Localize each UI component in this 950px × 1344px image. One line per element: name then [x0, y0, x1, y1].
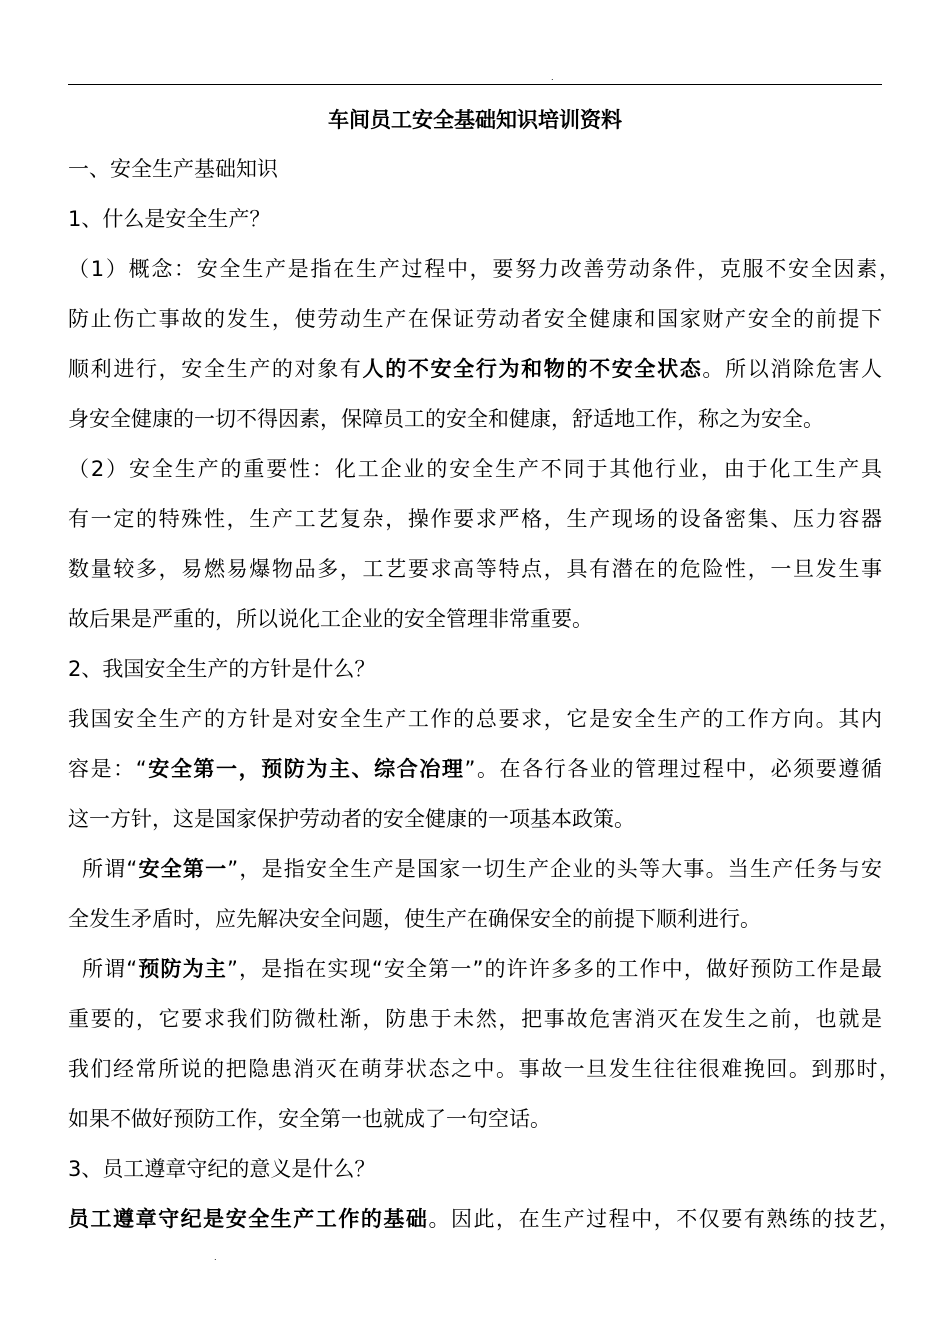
p3-line-2-bold: 安全第一，预防为主、综合冶理: [146, 757, 465, 781]
section-heading: 一、安全生产基础知识: [68, 157, 278, 181]
p5-line-3: 我们经常所说的把隐患消灭在萌芽状态之中。事故一旦发生往往很难挽回。到那时，: [68, 1057, 900, 1081]
p5-line-1-a: 所谓“: [82, 957, 138, 981]
p1-line-1: （1）概念：安全生产是指在生产过程中，要努力改善劳动条件，克服不安全因素，: [68, 257, 900, 281]
p3-line-2-a: 容是：“: [68, 757, 147, 781]
p6-line-1-b: 。因此，在生产过程中，不仅要有熟练的技艺，: [428, 1207, 901, 1231]
p1-line-2: 防止伤亡事故的发生，使劳动生产在保证劳动者安全健康和国家财产安全的前提下: [68, 307, 882, 331]
header-dot: .: [551, 73, 554, 82]
p4-line-2: 全发生矛盾时，应先解决安全问题，使生产在确保安全的前提下顺利进行。: [68, 907, 761, 931]
document-title: 车间员工安全基础知识培训资料: [328, 108, 622, 132]
p1-line-3-c: 。所以消除危害人: [702, 357, 883, 381]
p3-line-2: [68, 753, 882, 785]
p2-line-1: （2）安全生产的重要性：化工企业的安全生产不同于其他行业，由于化工生产具: [68, 457, 882, 481]
p5-line-1-bold: 预防为主: [137, 957, 227, 981]
p5-line-1: [82, 953, 882, 985]
question-2: 2、我国安全生产的方针是什么？: [68, 657, 376, 681]
p2-line-2: 有一定的特殊性，生产工艺复杂，操作要求严格，生产现场的设备密集、压力容器: [68, 507, 882, 531]
p5-line-4: 如果不做好预防工作，安全第一也就成了一句空话。: [68, 1107, 551, 1131]
p5-line-2: 重要的，它要求我们防微杜渐，防患于未然，把事故危害消灭在发生之前，也就是: [68, 1007, 882, 1031]
header-rule: [68, 84, 882, 85]
p5-line-1-c: ”，是指在实现“安全第一”的许许多多的工作中，做好预防工作是最: [226, 957, 883, 981]
p1-line-4: 身安全健康的一切不得因素，保障员工的安全和健康，舒适地工作，称之为安全。: [68, 407, 824, 431]
p2-line-4: 故后果是严重的，所以说化工企业的安全管理非常重要。: [68, 607, 593, 631]
p6-line-1-bold: 员工遵章守纪是安全生产工作的基础: [68, 1207, 429, 1231]
p4-line-1: [82, 853, 882, 885]
p1-line-3: [68, 353, 882, 385]
p3-line-3: 这一方针，这是国家保护劳动者的安全健康的一项基本政策。: [68, 807, 635, 831]
p1-line-3-bold: 人的不安全行为和物的不安全状态: [362, 357, 703, 381]
p3-line-1: 我国安全生产的方针是对安全生产工作的总要求，它是安全生产的工作方向。其内: [68, 707, 882, 731]
p4-line-1-bold: 安全第一: [137, 857, 228, 881]
p3-line-2-c: ”。在各行各业的管理过程中，必须要遵循: [464, 757, 882, 781]
p6-line-1: [68, 1203, 900, 1235]
question-1: 1、什么是安全生产？: [68, 207, 271, 231]
footer-dot: .: [214, 1253, 217, 1262]
p1-line-3-a: 顺利进行，安全生产的对象有: [68, 357, 363, 381]
p4-line-1-c: ”，是指安全生产是国家一切生产企业的头等大事。当生产任务与安: [227, 857, 882, 881]
p2-line-3: 数量较多，易燃易爆物品多，工艺要求高等特点，具有潜在的危险性，一旦发生事: [68, 557, 882, 581]
question-3: 3、员工遵章守纪的意义是什么？: [68, 1157, 376, 1181]
p4-line-1-a: 所谓“: [82, 857, 138, 881]
